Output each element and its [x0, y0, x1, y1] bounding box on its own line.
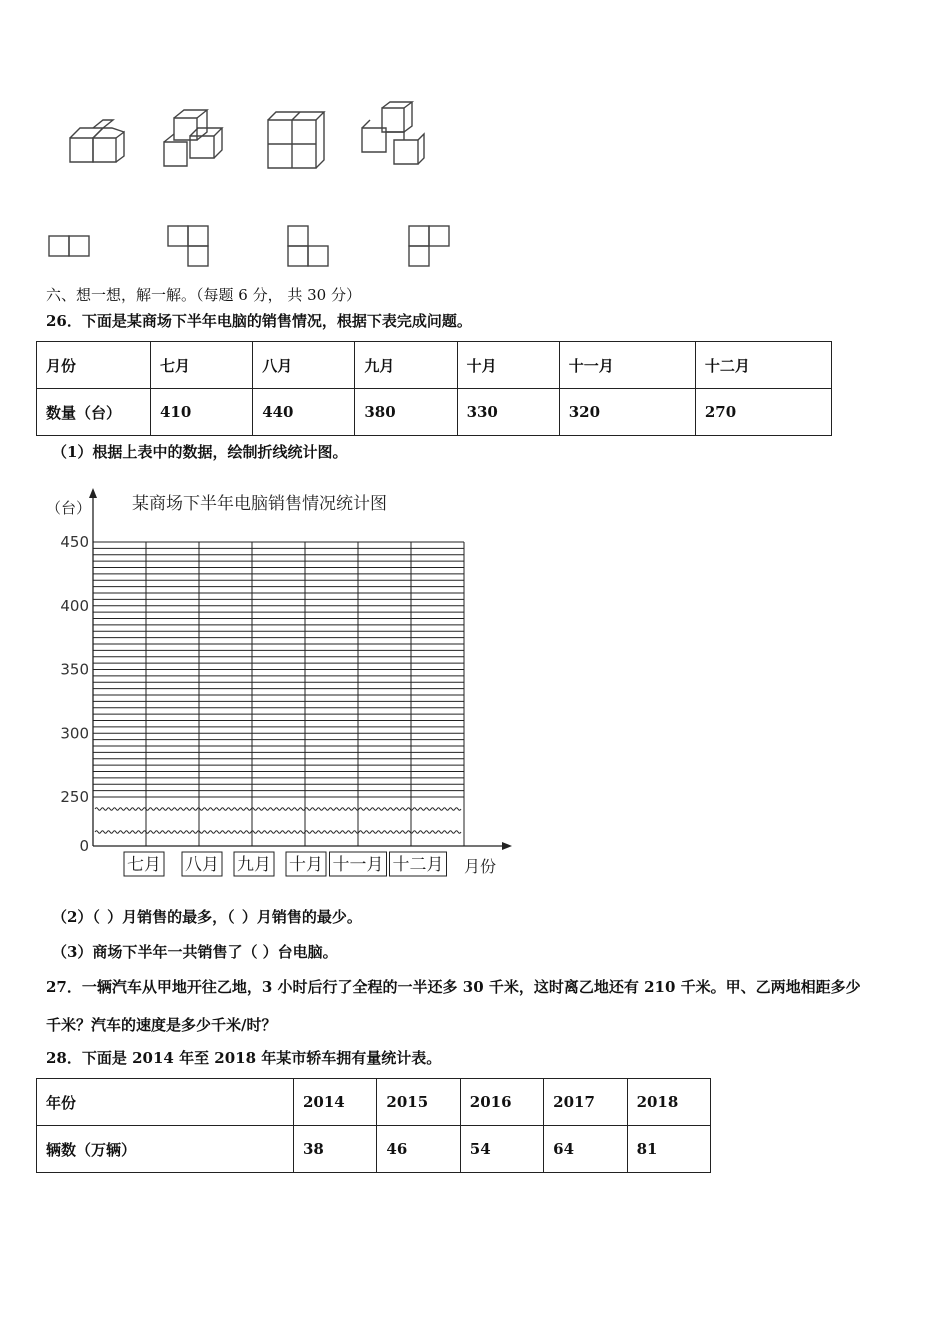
cube-solid-3 [268, 112, 324, 168]
chart-xlabel: 月份 [464, 857, 497, 876]
axis-break-mark [95, 831, 461, 834]
x-tick-label: 九月 [237, 855, 271, 875]
y-axis-arrow [89, 488, 97, 498]
q26-part3: （3）商场下半年一共销售了（ ）台电脑。 [52, 943, 338, 961]
q26-value-cell: 330 [457, 389, 559, 436]
q28-header-cell: 2015 [377, 1079, 460, 1126]
q28-value-cell: 81 [627, 1126, 710, 1173]
view-4 [409, 226, 449, 266]
q28-header-cell: 2017 [544, 1079, 627, 1126]
q26-header-cell: 十月 [457, 342, 559, 389]
y-tick-label: 0 [79, 837, 89, 855]
y-tick-labels [60, 533, 89, 855]
q26-text: 26．下面是某商场下半年电脑的销售情况，根据下表完成问题。 [46, 312, 472, 330]
q28-value-cell: 54 [460, 1126, 543, 1173]
y-tick-label: 300 [60, 724, 89, 743]
q26-header-cell: 九月 [355, 342, 457, 389]
q26-header-row [37, 342, 832, 389]
axis-break-marks [95, 808, 461, 834]
q26-value-cell: 410 [151, 389, 253, 436]
chart-title: 某商场下半年电脑销售情况统计图 [132, 494, 387, 514]
q26-part2: （2）（ ）月销售的最多，（ ）月销售的最少。 [52, 908, 362, 926]
q26-table [36, 341, 832, 436]
x-axis-arrow [502, 842, 512, 850]
q26-header-cell: 七月 [151, 342, 253, 389]
axis-break-mark [95, 808, 461, 811]
view-1 [49, 236, 89, 256]
view-2 [168, 226, 208, 266]
q28-table [36, 1078, 711, 1173]
q28-header-cell: 2018 [627, 1079, 710, 1126]
q28-value-cell: 46 [377, 1126, 460, 1173]
q28-header-cell: 年份 [37, 1079, 294, 1126]
q28-header-cell: 2016 [460, 1079, 543, 1126]
x-tick-labels [124, 852, 447, 876]
q28-value-row [37, 1126, 711, 1173]
chart-grid [93, 542, 464, 846]
q26-value-cell: 440 [253, 389, 355, 436]
q28-header-row [37, 1079, 711, 1126]
x-tick-label: 八月 [185, 855, 219, 875]
cube-solid-4 [362, 102, 424, 164]
q26-value-cell: 380 [355, 389, 457, 436]
cube-figures [0, 90, 480, 280]
q28-value-cell: 64 [544, 1126, 627, 1173]
q28-header-cell: 2014 [294, 1079, 377, 1126]
q28-row-label: 辆数（万辆） [37, 1126, 294, 1173]
y-tick-label: 400 [60, 596, 89, 615]
q26-header-cell: 十一月 [559, 342, 695, 389]
y-tick-label: 250 [60, 788, 89, 806]
sales-line-chart [40, 482, 520, 882]
q26-part1: （1）根据上表中的数据，绘制折线统计图。 [52, 443, 348, 461]
q28-value-cell: 38 [294, 1126, 377, 1173]
q26-header-cell: 八月 [253, 342, 355, 389]
y-tick-label: 350 [60, 660, 89, 679]
x-tick-label: 七月 [127, 855, 161, 875]
q26-value-cell: 320 [559, 389, 695, 436]
q26-value-cell: 270 [695, 389, 831, 436]
cube-solid-2 [164, 110, 222, 166]
q27-line1: 27．一辆汽车从甲地开往乙地，3 小时后行了全程的一半还多 30 千米，这时离乙地还有 210 千米。甲、乙两地相距多少 [46, 978, 861, 996]
q26-value-row [37, 389, 832, 436]
x-tick-label: 十一月 [332, 855, 384, 875]
q28-text: 28．下面是 2014 年至 2018 年某市轿车拥有量统计表。 [46, 1049, 442, 1067]
q26-row-label: 数量（台） [37, 389, 151, 436]
y-tick-label: 450 [60, 533, 89, 551]
q26-header-cell: 十二月 [695, 342, 831, 389]
x-tick-label: 十二月 [392, 855, 444, 875]
view-3 [288, 226, 328, 266]
chart-ylabel: （台） [46, 499, 92, 517]
cube-solid-1 [70, 120, 124, 162]
section-heading: 六、想一想，解一解。（每题 6 分， 共 30 分） [46, 286, 361, 304]
q27-line2: 千米？汽车的速度是多少千米/时？ [46, 1016, 277, 1034]
q26-header-cell: 月份 [37, 342, 151, 389]
x-tick-label: 十月 [289, 855, 323, 875]
